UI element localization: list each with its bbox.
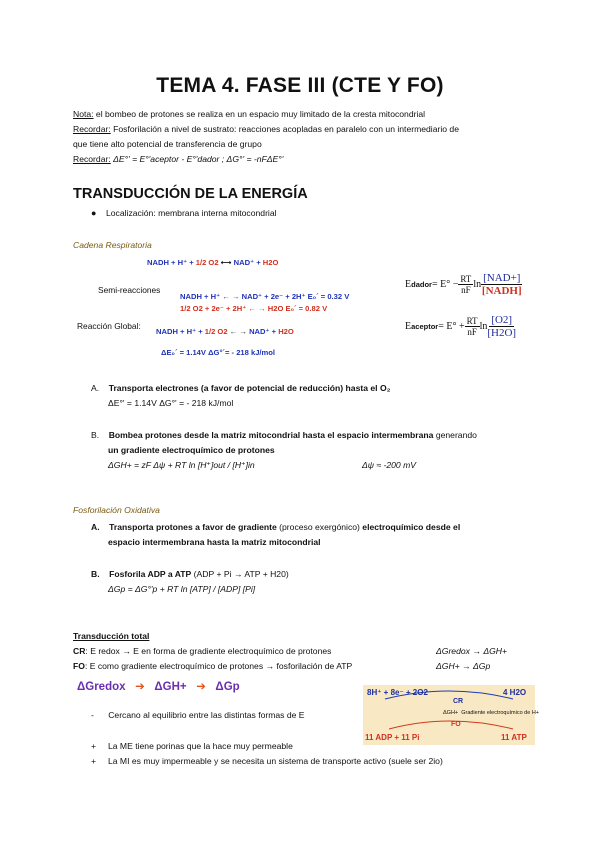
global-h2o: H2O xyxy=(278,327,294,336)
list-item-mark: + xyxy=(91,756,97,766)
list-item-mark: - xyxy=(91,710,94,720)
diagram-cr: CR xyxy=(453,698,464,705)
fo-item-a-line2: espacio intermembrana hasta la matriz mitocondrial xyxy=(108,537,321,547)
cr-item-a xyxy=(91,383,390,393)
diagram-bottom-right: 11 ATP xyxy=(501,733,527,742)
recordar1-text: Fosforilación a nivel de sustrato: reacciones acopladas en paralelo con un intermediario de xyxy=(110,124,459,134)
cr-summary-label: CR xyxy=(73,646,86,656)
diagram-bottom-left: 11 ADP + 11 Pi xyxy=(365,733,420,742)
nota-label: Nota: xyxy=(73,109,94,119)
fo-item-b-letter: B. xyxy=(91,569,100,579)
bullet-item xyxy=(91,208,277,218)
nernst1-bottom: [NADH] xyxy=(481,285,522,297)
flow-arrow-icon: ➔ xyxy=(135,681,145,693)
recordar2-text: ΔE°' = E°'aceptor - E°'dador ; ΔG°' = -nFΔE°' xyxy=(110,154,284,164)
nernst2-lhs: E xyxy=(405,321,412,332)
diagram-mid-text: Gradiente electroquímico de H+ xyxy=(461,710,540,716)
nernst2-den: nF xyxy=(467,327,477,337)
nernst2-num: RT xyxy=(466,316,478,326)
diagram-mid xyxy=(443,710,539,716)
recordar1-label: Recordar: xyxy=(73,124,111,134)
cr-item-a-values: ΔE°' = 1.14V ΔG°' = - 218 kJ/mol xyxy=(108,398,234,408)
list-item xyxy=(91,710,305,720)
nernst1-num: RT xyxy=(460,274,472,284)
nernst1-frac xyxy=(458,274,473,295)
nernst2-sub: aceptor xyxy=(411,322,439,331)
cr-item-b-letter: B. xyxy=(91,430,100,440)
nota-line xyxy=(73,109,425,119)
fo-item-a-bold2: electroquímico desde el xyxy=(362,522,461,532)
nernst-dador xyxy=(405,272,522,297)
cr-item-b-line2: un gradiente electroquímico de protones xyxy=(108,445,275,455)
cr-item-a-text: Transporta electrones (a favor de potencial de reducción) hasta el O₂ xyxy=(108,383,391,393)
flow-redox: ΔGredox xyxy=(77,681,126,693)
flow-arrow-icon: ➔ xyxy=(196,681,206,693)
cr-item-a-letter: A. xyxy=(91,383,100,393)
fo-item-b-rest: (ADP + Pi → ATP + H20) xyxy=(191,569,289,579)
cr-item-b-eq: ΔGH+ = zF Δψ + RT ln [H⁺]out / [H⁺]in xyxy=(108,460,255,470)
recordar2-label: Recordar: xyxy=(73,154,111,164)
nota-text: el bombeo de protones se realiza en un espacio muy limitado de la cresta mitocondrial xyxy=(93,109,426,119)
cr-item-b-bold: Bombea protones desde la matriz mitocondrial hasta el espacio intermembrana xyxy=(108,430,434,440)
nernst1-ratio xyxy=(481,272,522,297)
cr-summary-text: : E redox → E en forma de gradiente electroquímico de protones xyxy=(85,646,332,656)
cr-summary-right: ΔGredox → ΔGH+ xyxy=(436,646,507,656)
global-reactant: NADH + H⁺ + xyxy=(156,327,205,336)
fo-item-a xyxy=(91,522,460,532)
recordar2-line xyxy=(73,154,283,164)
energy-flow xyxy=(77,679,240,693)
fo-item-a-bold: Transporta protones a favor de gradiente xyxy=(109,522,277,532)
nernst2-ln: ln xyxy=(479,321,488,332)
nernst1-sub: dador xyxy=(411,280,432,289)
nernst1-top: [NAD+] xyxy=(483,272,521,284)
list-item xyxy=(91,741,293,751)
nernst2-ratio xyxy=(487,314,516,339)
nernst2-mid: = E° + xyxy=(438,321,465,332)
diagram-fo: FO xyxy=(451,721,461,728)
fo-item-b xyxy=(91,569,289,579)
main-reaction-reactant: NADH + H⁺ + xyxy=(147,258,196,267)
cadena-label: Cadena Respiratoria xyxy=(73,240,152,250)
main-reaction-product: NAD⁺ + xyxy=(233,258,263,267)
recordar1-line xyxy=(73,124,459,134)
fo-summary xyxy=(73,661,352,671)
nernst1-ln: ln xyxy=(473,279,482,290)
list-item-text: La MI es muy impermeable y se necesita un sistema de transporte activo (suele ser 2io) xyxy=(107,756,443,766)
nernst-aceptor xyxy=(405,314,516,339)
section1-heading: TRANSDUCCIÓN DE LA ENERGÍA xyxy=(73,186,308,202)
list-item-text: La ME tiene porinas que la hace muy permeable xyxy=(107,741,293,751)
global-product: NAD⁺ + xyxy=(249,327,279,336)
nernst1-mid: = E° − xyxy=(431,279,459,290)
main-reaction-arrow: ⟷ xyxy=(218,258,234,267)
list-item-text: Cercano al equilibrio entre las distintas formas de E xyxy=(108,710,305,720)
semi-reaction-1: NADH + H⁺ ← → NAD⁺ + 2e⁻ + 2H⁺ E₀´ = 0.32 V xyxy=(180,292,350,301)
diagram-mid-sym: ΔGH+ xyxy=(443,710,459,716)
fo-item-b-bold: Fosforila ADP a ATP xyxy=(109,569,192,579)
semi-reaction-2: 1/2 O2 + 2e⁻ + 2H⁺ ← → H2O E₀´ = 0.82 V xyxy=(180,304,328,313)
cr-item-b-rest: generando xyxy=(433,430,477,440)
fo-label: Fosforilación Oxidativa xyxy=(73,505,160,515)
global-values: ΔE₀´ = 1.14V ΔG°´= - 218 kJ/mol xyxy=(161,348,276,357)
main-reaction-o2: 1/2 O2 xyxy=(195,258,219,267)
flow-gp: ΔGp xyxy=(215,681,240,693)
list-item-mark: + xyxy=(91,741,97,751)
global-label: Reacción Global: xyxy=(77,321,141,331)
semi-label: Semi-reacciones xyxy=(98,285,161,295)
main-reaction-h2o: H2O xyxy=(262,258,279,267)
cr-item-b-psi: Δψ ≈ -200 mV xyxy=(362,460,416,470)
global-arrow: ← → xyxy=(227,327,250,336)
global-o2: 1/2 O2 xyxy=(204,327,228,336)
cr-summary xyxy=(73,646,331,656)
cr-item-b xyxy=(91,430,477,440)
nernst2-bottom: [H2O] xyxy=(487,327,517,339)
bullet-dot-icon: ● xyxy=(91,208,97,218)
fo-item-b-eq: ΔGp = ΔG°'p + RT ln [ATP] / [ADP] [Pi] xyxy=(108,584,256,594)
flow-gradient: ΔGH+ xyxy=(154,681,187,693)
nernst1-lhs: E xyxy=(405,279,412,290)
fo-summary-label: FO xyxy=(73,661,85,671)
nernst2-top: [O2] xyxy=(491,314,513,326)
fo-item-a-rest: (proceso exergónico) xyxy=(276,522,363,532)
fo-summary-right: ΔGH+ → ΔGp xyxy=(436,661,491,671)
diagram-top-right: 4 H2O xyxy=(503,688,527,697)
fo-item-a-letter: A. xyxy=(91,522,100,532)
bullet-text: Localización: membrana interna mitocondrial xyxy=(106,208,277,218)
main-reaction xyxy=(147,258,278,267)
cr-fo-diagram xyxy=(363,685,540,745)
list-item xyxy=(91,756,443,766)
section3-heading: Transducción total xyxy=(73,631,150,641)
diagram-top-left: 8H⁺ + 8e⁻ + 2O2 xyxy=(367,688,428,697)
nernst1-den: nF xyxy=(461,285,471,295)
recordar1-cont: que tiene alto potencial de transferencia de grupo xyxy=(73,139,262,149)
global-reaction xyxy=(156,327,294,336)
fo-summary-text: : E como gradiente electroquímico de protones → fosforilación de ATP xyxy=(84,661,353,671)
nernst2-frac xyxy=(465,316,480,337)
page-title: TEMA 4. FASE III (CTE Y FO) xyxy=(156,74,444,97)
